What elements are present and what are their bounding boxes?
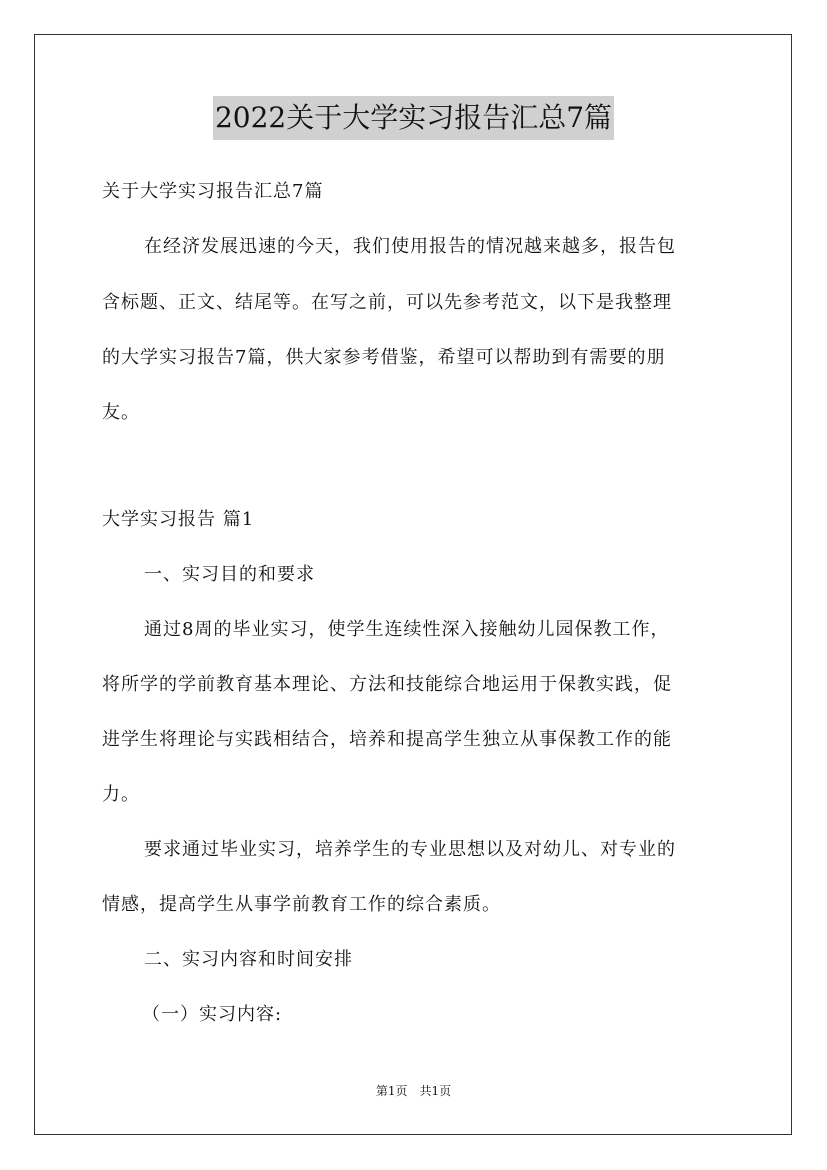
title-container	[0, 96, 827, 140]
sub-heading-content: 二、实习内容和时间安排	[144, 949, 353, 970]
para1-line-1: 通过8周的毕业实习，使学生连续性深入接触幼儿园保教工作，	[144, 619, 670, 640]
para2-line-1: 要求通过毕业实习，培养学生的专业思想以及对幼儿、对专业的	[144, 839, 676, 860]
sub-heading-purpose: 一、实习目的和要求	[144, 564, 315, 585]
section-heading: 大学实习报告 篇1	[102, 509, 255, 530]
intro-line-4: 友。	[102, 402, 140, 423]
document-title: 2022关于大学实习报告汇总7篇	[213, 96, 614, 140]
para1-line-3: 进学生将理论与实践相结合，培养和提高学生独立从事保教工作的能	[102, 729, 672, 750]
intro-line-2: 含标题、正文、结尾等。在写之前，可以先参考范文，以下是我整理	[102, 292, 672, 313]
para1-line-2: 将所学的学前教育基本理论、方法和技能综合地运用于保教实践，促	[102, 674, 672, 695]
para2-line-2: 情感，提高学生从事学前教育工作的综合素质。	[102, 894, 501, 915]
intro-line-3: 的大学实习报告7篇，供大家参考借鉴，希望可以帮助到有需要的朋	[102, 347, 666, 368]
para1-line-4: 力。	[102, 784, 140, 805]
intro-line-1: 在经济发展迅速的今天，我们使用报告的情况越来越多，报告包	[144, 236, 676, 257]
document-subtitle: 关于大学实习报告汇总7篇	[102, 181, 324, 202]
sub-heading-internship-content: （一）实习内容:	[142, 1004, 283, 1025]
page-footer: 第1页 共1页	[375, 1084, 452, 1098]
